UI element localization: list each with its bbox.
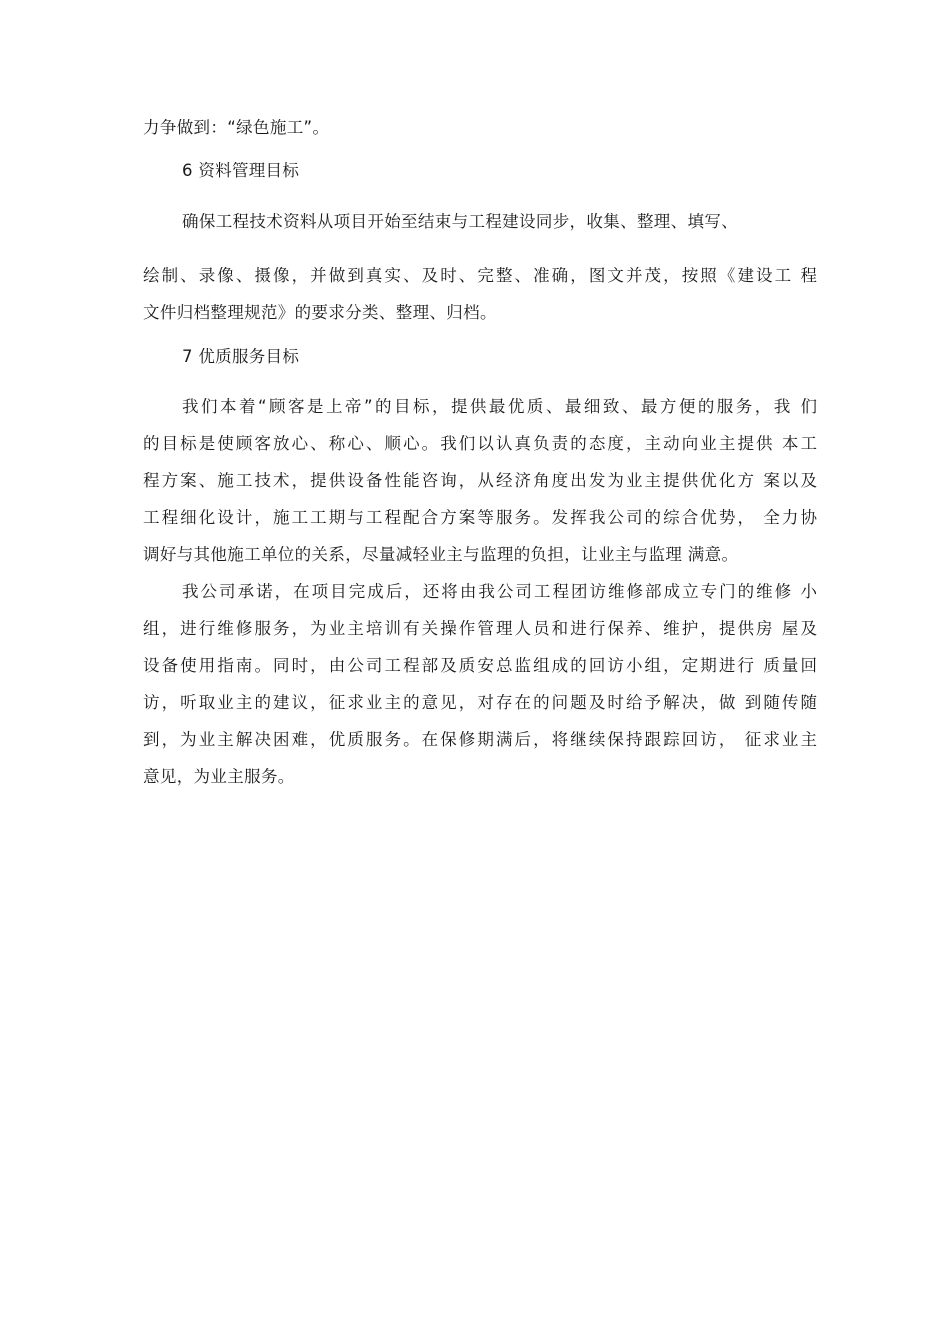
section-7-para-2-line-4: 访，听取业主的建议，征求业主的意见，对存在的问题及时给予解决，做 到随传随 bbox=[143, 693, 817, 712]
section-7-para-1-line-4: 工程细化设计，施工工期与工程配合方案等服务。发挥我公司的综合优势， 全力协 bbox=[143, 508, 817, 527]
section-7-para-1-line-1: 我们本着“顾客是上帝”的目标，提供最优质、最细致、最方便的服务，我 们 bbox=[182, 397, 817, 416]
section-6-line-2: 绘制、录像、摄像，并做到真实、及时、完整、准确，图文并茂，按照《建设工 程 bbox=[143, 266, 817, 285]
section-7-para-2-line-6: 意见，为业主服务。 bbox=[143, 767, 295, 786]
section-7-para-2-line-2: 组，进行维修服务，为业主培训有关操作管理人员和进行保养、维护，提供房 屋及 bbox=[143, 619, 817, 638]
intro-line: 力争做到：“绿色施工”。 bbox=[143, 118, 330, 137]
section-6-line-3: 文件归档整理规范》的要求分类、整理、归档。 bbox=[143, 303, 497, 322]
section-6-line-1: 确保工程技术资料从项目开始至结束与工程建设同步，收集、整理、填写、 bbox=[182, 212, 739, 231]
section-7-para-1-line-2: 的目标是使顾客放心、称心、顺心。我们以认真负责的态度，主动向业主提供 本工 bbox=[143, 434, 817, 453]
section-7-para-2-line-1: 我公司承诺，在项目完成后，还将由我公司工程团访维修部成立专门的维修 小 bbox=[182, 582, 817, 601]
section-7-para-2-line-3: 设备使用指南。同时，由公司工程部及质安总监组成的回访小组，定期进行 质量回 bbox=[143, 656, 817, 675]
section-7-para-1-line-3: 程方案、施工技术，提供设备性能咨询，从经济角度出发为业主提供优化方 案以及 bbox=[143, 471, 817, 490]
section-7-heading: 7 优质服务目标 bbox=[182, 347, 300, 366]
section-7-para-1-line-5: 调好与其他施工单位的关系，尽量减轻业主与监理的负担，让业主与监理 满意。 bbox=[143, 545, 739, 564]
section-7-para-2-line-5: 到，为业主解决困难，优质服务。在保修期满后，将继续保持跟踪回访， 征求业主 bbox=[143, 730, 817, 749]
section-6-heading: 6 资料管理目标 bbox=[182, 161, 300, 180]
